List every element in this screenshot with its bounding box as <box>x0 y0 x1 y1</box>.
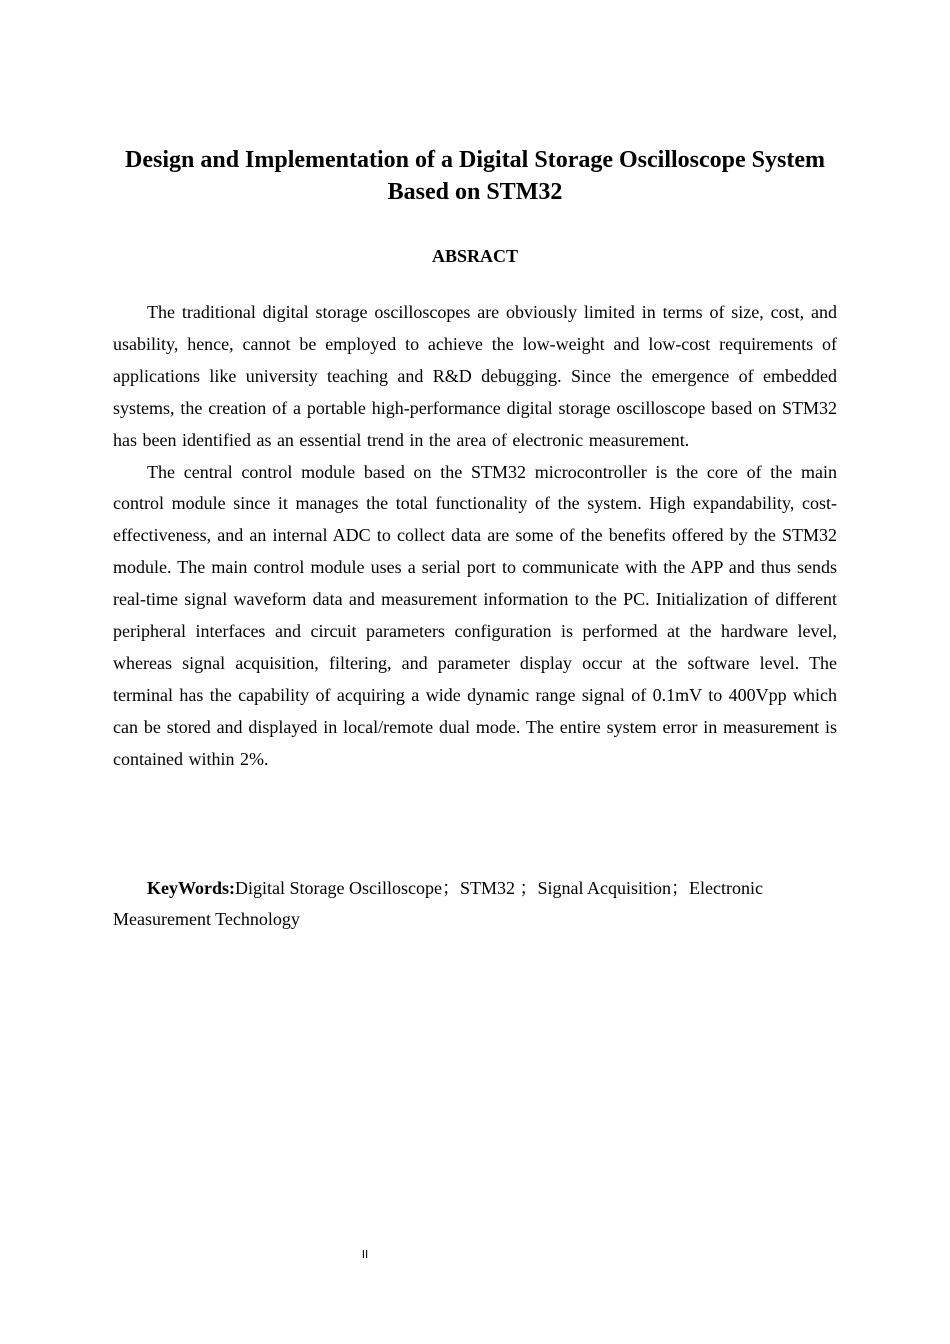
abstract-body <box>113 297 837 776</box>
keywords-line <box>113 873 837 935</box>
abstract-paragraph-2: The central control module based on the STM32 microcontroller is the core of the main control module since it manages the total functionality of the system. High expandability, cost-effectiveness, and an internal ADC to collect data are some of the benefits offered by the STM32 module. The main control module uses a serial port to communicate with the APP and thus sends real-time signal waveform data and measurement information to the PC. Initialization of different peripheral interfaces and circuit parameters configuration is performed at the hardware level, whereas signal acquisition, filtering, and parameter display occur at the software level. The terminal has the capability of acquiring a wide dynamic range signal of 0.1mV to 400Vpp which can be stored and displayed in local/remote dual mode. The entire system error in measurement is contained within 2%. <box>113 461 837 769</box>
abstract-heading: ABSRACT <box>431 246 519 266</box>
keywords-text: Digital Storage Oscilloscope；STM32 ；Signal Acquisition；Electronic Measurement Technology <box>113 878 763 929</box>
document-title: Design and Implementation of a Digital Storage Oscilloscope System Based on STM32 <box>125 147 825 205</box>
abstract-paragraph-1: The traditional digital storage oscilloscopes are obviously limited in terms of size, cost, and usability, hence, cannot be employed to achieve the low-weight and low-cost requirements of applications like university teaching and R&D debugging. Since the emergence of embedded systems, the creation of a portable high-performance digital storage oscilloscope based on STM32 has been identified as an essential trend in the area of electronic measurement. <box>113 302 837 450</box>
page-number: II <box>361 1248 369 1261</box>
keywords-label: KeyWords: <box>147 878 235 898</box>
